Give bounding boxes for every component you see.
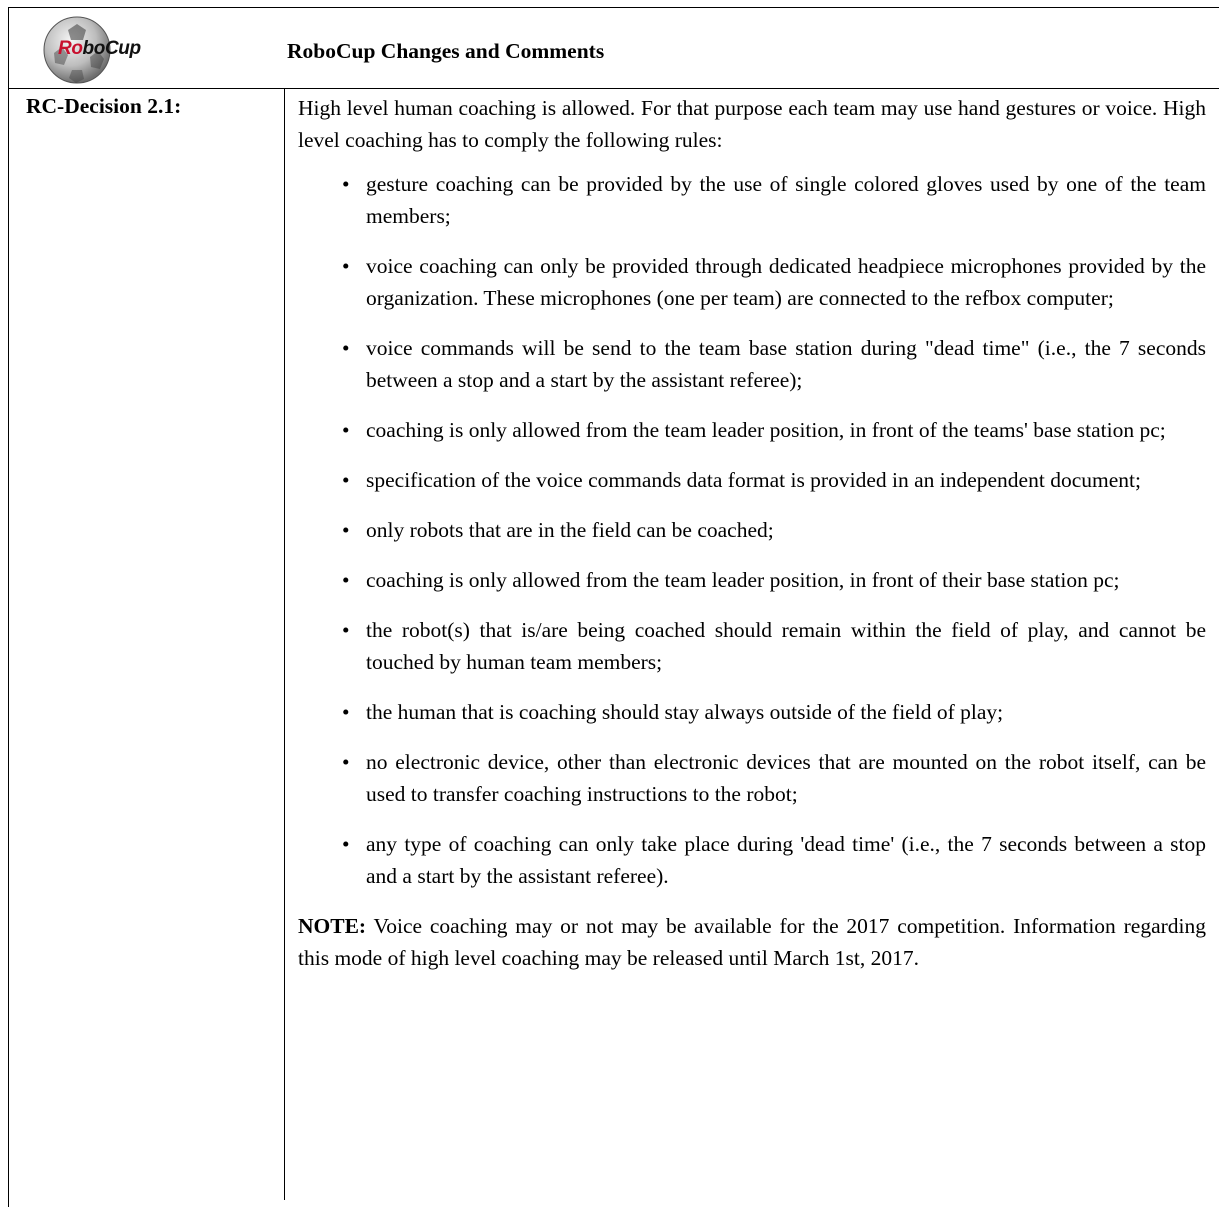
- rule-item: • coaching is only allowed from the team leader position, in front of their base station pc;: [298, 564, 1206, 596]
- decision-label: RC-Decision 2.1:: [26, 94, 182, 118]
- bullet-icon: •: [342, 336, 350, 360]
- rule-item: • no electronic device, other than electronic devices that are mounted on the robot itself, can be used to transfer coaching instructions to the robot;: [298, 746, 1206, 810]
- column-divider: [284, 89, 285, 1200]
- bullet-icon: •: [342, 832, 350, 856]
- bullet-icon: •: [342, 700, 350, 724]
- rule-item: • gesture coaching can be provided by the use of single colored gloves used by one of the team members;: [298, 168, 1206, 232]
- bullet-icon: •: [342, 468, 350, 492]
- note-label: NOTE:: [298, 914, 367, 938]
- page-title: RoboCup Changes and Comments: [287, 39, 605, 63]
- bullet-icon: •: [342, 172, 350, 196]
- bullet-icon: •: [342, 568, 350, 592]
- rule-item: • specification of the voice commands data format is provided in an independent document;: [298, 464, 1206, 496]
- robocup-logo-text: RoboCup: [58, 38, 141, 59]
- bullet-icon: •: [342, 750, 350, 774]
- rule-item: • the robot(s) that is/are being coached should remain within the field of play, and cannot be touched by human team members;: [298, 614, 1206, 678]
- rule-item: • coaching is only allowed from the team leader position, in front of the teams' base station pc;: [298, 414, 1206, 446]
- bullet-icon: •: [342, 254, 350, 278]
- rule-item: • voice commands will be send to the team base station during "dead time" (i.e., the 7 seconds between a stop and a start by the assistant referee);: [298, 332, 1206, 396]
- bullet-icon: •: [342, 418, 350, 442]
- rule-item: • any type of coaching can only take place during 'dead time' (i.e., the 7 seconds between a stop and a start by the assistant referee).: [298, 828, 1206, 892]
- bullet-icon: •: [342, 518, 350, 542]
- decision-intro: High level human coaching is allowed. For that purpose each team may use hand gestures or voice. High level coaching has to comply the following rules:: [298, 96, 1206, 152]
- bullet-icon: •: [342, 618, 350, 642]
- rule-item: • only robots that are in the field can be coached;: [298, 514, 1206, 546]
- note-paragraph: [298, 910, 1206, 974]
- rules-list: [298, 168, 1206, 892]
- table-header: [8, 7, 1219, 89]
- rule-item: • the human that is coaching should stay always outside of the field of play;: [298, 696, 1206, 728]
- rule-item: • voice coaching can only be provided through dedicated headpiece microphones provided by the organization. These microphones (one per team) are connected to the refbox computer;: [298, 250, 1206, 314]
- note-text: Voice coaching may or not may be available for the 2017 competition. Information regarding this mode of high level coaching may be released until March 1st, 2017.: [298, 914, 1206, 970]
- decision-content: [298, 92, 1206, 974]
